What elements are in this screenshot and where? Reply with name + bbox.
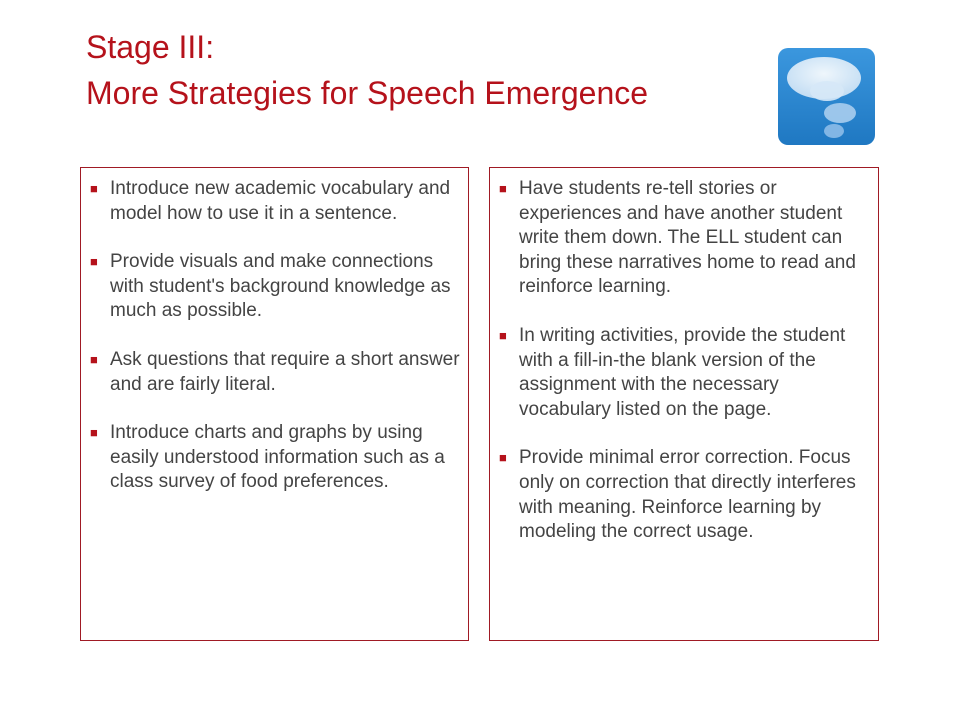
list-item-text: Provide minimal error correction. Focus only on correction that directly interferes with meaning. Reinforce learning by modeling the correct usage. bbox=[519, 447, 856, 543]
list-item-text: Have students re-tell stories or experiences and have another student write them down. The ELL student can bring these narratives home to read and reinforce learning. bbox=[519, 178, 856, 298]
left-bullet-list bbox=[89, 177, 460, 495]
list-item bbox=[89, 348, 460, 397]
square-bullet-icon: ■ bbox=[90, 181, 98, 196]
list-item-text: Introduce charts and graphs by using easily understood information such as a class survey of food preferences. bbox=[110, 422, 445, 493]
right-strategy-panel bbox=[489, 167, 879, 641]
list-item bbox=[89, 177, 460, 226]
left-strategy-panel bbox=[80, 167, 469, 641]
title-line-2: More Strategies for Speech Emergence bbox=[86, 75, 649, 111]
list-item-text: In writing activities, provide the student with a fill-in-the blank version of the assignment with the necessary vocabulary listed on the page. bbox=[519, 324, 846, 420]
speech-bubbles-icon bbox=[778, 48, 875, 145]
list-item bbox=[498, 446, 870, 544]
list-item bbox=[89, 421, 460, 495]
list-item bbox=[498, 177, 870, 300]
page-title bbox=[86, 24, 766, 116]
right-bullet-list bbox=[498, 177, 870, 545]
list-item-text: Provide visuals and make connections with student's background knowledge as much as possible. bbox=[110, 251, 451, 322]
square-bullet-icon: ■ bbox=[499, 327, 507, 343]
list-item bbox=[89, 250, 460, 324]
square-bullet-icon: ■ bbox=[499, 450, 507, 466]
square-bullet-icon: ■ bbox=[90, 351, 98, 367]
list-item bbox=[498, 324, 870, 422]
list-item-text: Introduce new academic vocabulary and model how to use it in a sentence. bbox=[110, 178, 451, 224]
list-item-text: Ask questions that require a short answer and are fairly literal. bbox=[110, 348, 460, 395]
square-bullet-icon: ■ bbox=[90, 254, 98, 270]
square-bullet-icon: ■ bbox=[499, 181, 507, 196]
square-bullet-icon: ■ bbox=[90, 425, 98, 441]
title-line-1: Stage III: bbox=[86, 29, 215, 65]
